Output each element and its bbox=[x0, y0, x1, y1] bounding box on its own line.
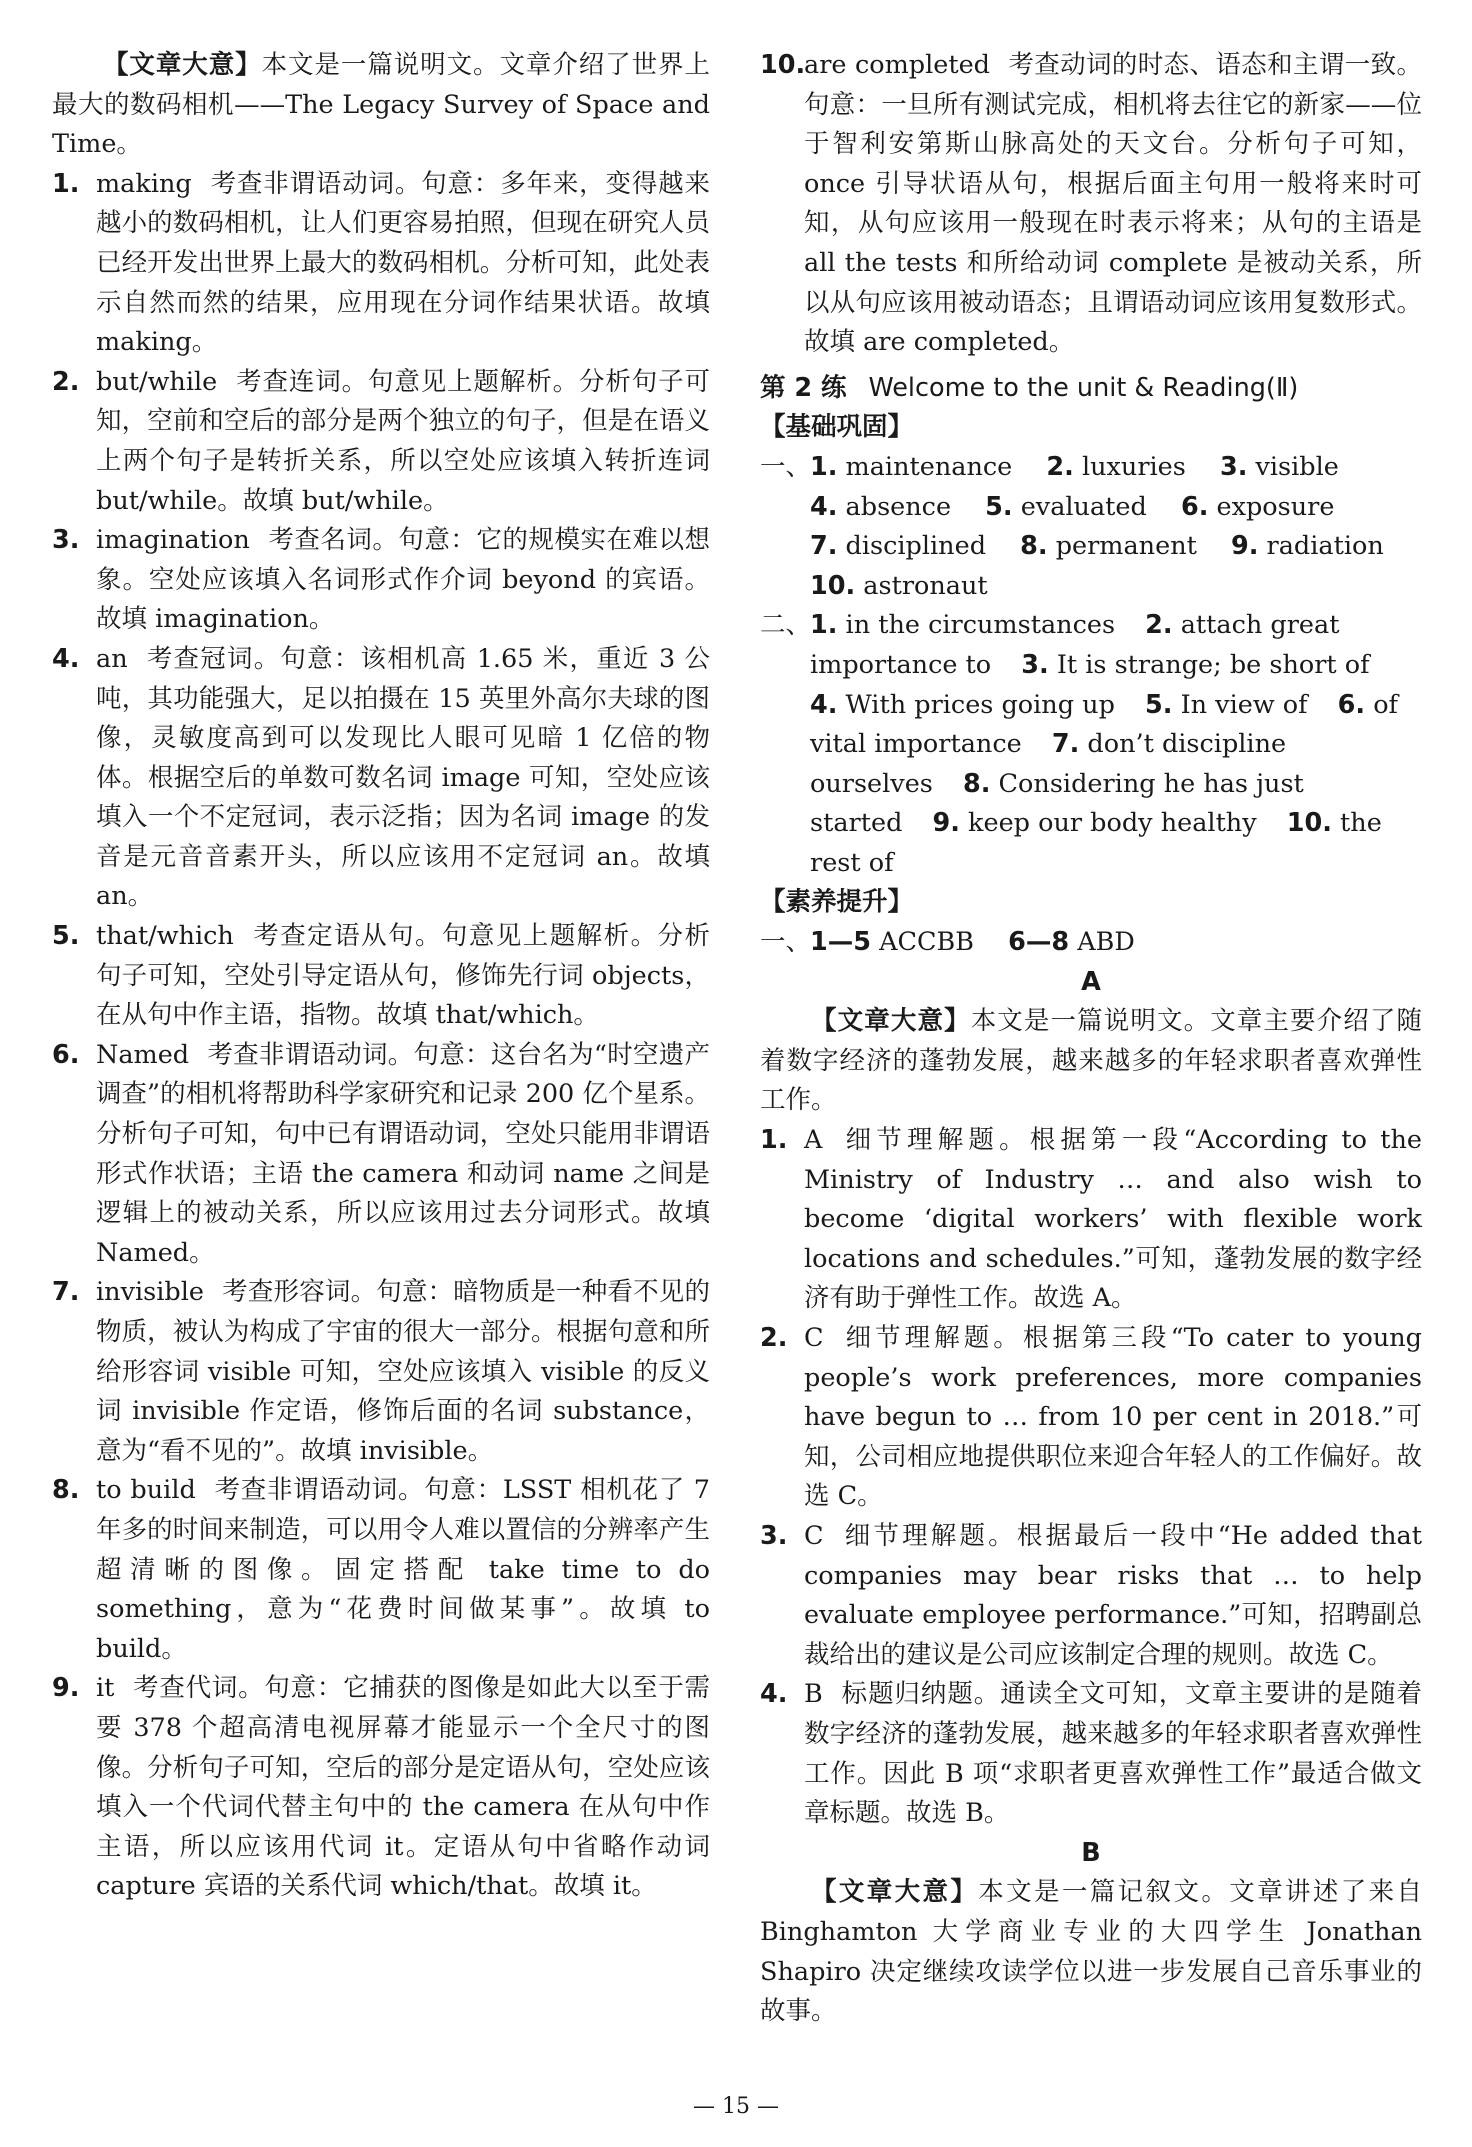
answer-range: 1—5 bbox=[810, 927, 871, 958]
item-number: 1. bbox=[760, 1125, 788, 1156]
answer-item-10 bbox=[760, 46, 1422, 363]
answer-item-4 bbox=[52, 640, 710, 917]
word-answer: 7. disciplined bbox=[810, 531, 987, 562]
item-number: 9. bbox=[52, 1673, 80, 1704]
summary-b-paragraph bbox=[760, 1873, 1422, 2031]
word-answer: 6. exposure bbox=[1180, 491, 1335, 522]
part-label: 二、 bbox=[760, 610, 812, 641]
item-number: 6. bbox=[52, 1039, 80, 1070]
item-number: 4. bbox=[760, 1679, 788, 1710]
phrase-answer: 3. It is strange; be short of bbox=[1021, 649, 1370, 680]
reading-item-2 bbox=[760, 1319, 1422, 1517]
answer-item-8 bbox=[52, 1471, 710, 1669]
item-answer: it bbox=[96, 1673, 115, 1704]
item-number: 2. bbox=[52, 366, 80, 397]
answer-item-9 bbox=[52, 1669, 710, 1907]
answer-item-5 bbox=[52, 917, 710, 1036]
item-explanation: 细节理解题。根据第三段“To cater to young people’s work preferences, more companies have begun to … from 10 per cent in 2018.”可知，公司相应地提供职位来迎合年轻人的工作偏好。故选 C。 bbox=[804, 1323, 1422, 1512]
item-number: 2. bbox=[760, 1323, 788, 1353]
item-explanation: 考查冠词。句意：该相机高 1.65 米，重近 3 公吨，其功能强大，足以拍摄在 15 英里外高尔夫球的图像，灵敏度高到可以发现比人眼可见暗 1 亿倍的物体。根据空后的单数可数名词 image 可知，空处应该填入一个不定冠词，表示泛指；因为名词 image 的发音是元音音素开头，所以应该用不定冠词 an。故填 an。 bbox=[96, 643, 710, 912]
reading-item-1 bbox=[760, 1121, 1422, 1319]
item-explanation: 考查形容词。句意：暗物质是一种看不见的物质，被认为构成了宇宙的很大一部分。根据句意和所给形容词 visible 可知，空处应该填入 visible 的反义词 invisible 作定语，修饰后面的名词 substance，意为“看不见的”。故填 invisible。 bbox=[96, 1277, 710, 1466]
item-answer: making bbox=[96, 168, 192, 199]
phrase-answer: 1. in the circumstances bbox=[810, 610, 1116, 641]
item-explanation: 细节理解题。根据第一段“According to the Ministry of Industry … and also wish to become ‘digital workers’ with flexible work locations and schedules.”可知，蓬勃发展的数字经济有助于弹性工作。故选 A。 bbox=[804, 1125, 1422, 1314]
answer-item-7 bbox=[52, 1273, 710, 1471]
summary-label: 【文章大意】 bbox=[103, 50, 262, 80]
item-number: 10. bbox=[760, 50, 806, 80]
advance-heading: 【素养提升】 bbox=[760, 887, 914, 918]
right-column bbox=[760, 46, 1422, 2032]
item-answer: but/while bbox=[96, 366, 218, 397]
reading-item-3 bbox=[760, 1517, 1422, 1675]
item-explanation: 考查非谓语动词。句意：这台名为“时空遗产调查”的相机将帮助科学家研究和记录 200 亿个星系。分析句子可知，句中已有谓语动词，空处只能用非谓语形式作状语；主语 the camera 和动词 name 之间是逻辑上的被动关系，所以应该用过去分词形式。故填 Named。 bbox=[96, 1039, 710, 1268]
item-explanation: 细节理解题。根据最后一段中“He added that companies may bear risks that … to help evaluate employee performance.”可知，招聘副总裁给出的建议是公司应该制定合理的规则。故选 C。 bbox=[804, 1520, 1422, 1670]
item-explanation: 考查定语从句。句意见上题解析。分析句子可知，空处引导定语从句，修饰先行词 objects，在从句中作主语，指物。故填 that/which。 bbox=[96, 921, 710, 1031]
item-explanation: 考查连词。句意见上题解析。分析句子可知，空前和空后的部分是两个独立的句子，但是在语义上两个句子是转折关系，所以空处应该填入转折连词 but/while。故填 but/while。 bbox=[96, 366, 710, 516]
phrase-answer: 10. the rest of bbox=[810, 808, 1382, 878]
word-answer: 4. absence bbox=[810, 491, 952, 522]
reading-item-4 bbox=[760, 1675, 1422, 1833]
item-answer: A bbox=[804, 1125, 823, 1156]
lesson-label: 第 2 练 bbox=[760, 372, 847, 403]
page-number: — 15 — bbox=[693, 2094, 779, 2119]
summary-paragraph bbox=[52, 46, 710, 165]
word-answer: 3. visible bbox=[1219, 451, 1339, 482]
answer-letters: ACCBB bbox=[879, 927, 975, 958]
item-number: 5. bbox=[52, 921, 80, 952]
section-b-label: B bbox=[1081, 1837, 1101, 1868]
item-explanation: 考查非谓语动词。句意：多年来，变得越来越小的数码相机，让人们更容易拍照，但现在研究人员已经开发出世界上最大的数码相机。分析可知，此处表示自然而然的结果，应用现在分词作结果状语。故填 making。 bbox=[96, 168, 710, 358]
summary-text: 本文是一篇说明文。文章主要介绍了随着数字经济的蓬勃发展，越来越多的年轻求职者喜欢弹性工作。 bbox=[760, 1006, 1422, 1116]
item-number: 3. bbox=[760, 1520, 788, 1551]
answer-range: 6—8 bbox=[1008, 927, 1070, 958]
item-answer: imagination bbox=[96, 525, 250, 556]
item-explanation: 考查非谓语动词。句意：LSST 相机花了 7 年多的时间来制造，可以用令人难以置信的分辨率产生超清晰的图像。固定搭配 take time to do something，意为“花费时间做某事”。故填 to build。 bbox=[96, 1475, 710, 1664]
item-answer: B bbox=[804, 1679, 823, 1710]
answer-item-1 bbox=[52, 165, 710, 363]
word-answer: 5. evaluated bbox=[985, 491, 1147, 522]
item-answer: an bbox=[96, 643, 128, 674]
answer-item-6 bbox=[52, 1036, 710, 1274]
phrase-answers bbox=[760, 606, 1422, 883]
word-answer: 1. maintenance bbox=[810, 451, 1013, 482]
part-label: 一、 bbox=[760, 451, 812, 482]
item-answer: to build bbox=[96, 1475, 196, 1506]
word-answer: 9. radiation bbox=[1230, 531, 1384, 562]
phrase-answer: 2. attach great importance to bbox=[810, 610, 1340, 680]
summary-text: 本文是一篇记叙文。文章讲述了来自 Binghamton 大学商业专业的大四学生 Jonathan Shapiro 决定继续攻读学位以进一步发展自己音乐事业的故事。 bbox=[760, 1877, 1422, 2027]
item-answer: that/which bbox=[96, 921, 234, 952]
phrase-answer: 9. keep our body healthy bbox=[932, 808, 1257, 839]
item-number: 7. bbox=[52, 1277, 80, 1308]
item-answer: are completed bbox=[804, 50, 991, 80]
lesson-title bbox=[760, 369, 1422, 409]
item-number: 4. bbox=[52, 643, 80, 674]
item-number: 1. bbox=[52, 168, 80, 199]
word-answer: 10. astronaut bbox=[810, 570, 988, 601]
phrase-answer: 5. In view of bbox=[1145, 689, 1308, 720]
left-column bbox=[52, 46, 710, 1907]
summary-text: 本文是一篇说明文。文章介绍了世界上最大的数码相机——The Legacy Survey of Space and Time。 bbox=[52, 50, 710, 160]
summary-a-paragraph bbox=[760, 1002, 1422, 1121]
lesson-name: Welcome to the unit & Reading(Ⅱ) bbox=[868, 372, 1299, 403]
item-answer: invisible bbox=[96, 1277, 204, 1308]
item-answer: C bbox=[804, 1323, 824, 1353]
reading-answers bbox=[760, 923, 1422, 963]
part-label: 一、 bbox=[760, 927, 812, 958]
section-a-label: A bbox=[1081, 966, 1101, 997]
summary-label: 【文章大意】 bbox=[811, 1006, 971, 1037]
phrase-answer: 4. With prices going up bbox=[810, 689, 1115, 720]
phrase-answer: 6. of vital importance bbox=[810, 689, 1398, 760]
phrase-answer: 7. don’t discipline ourselves bbox=[810, 729, 1287, 799]
item-answer: Named bbox=[96, 1039, 190, 1070]
item-explanation: 考查动词的时态、语态和主谓一致。句意：一旦所有测试完成，相机将去往它的新家——位于智利安第斯山脉高处的天文台。分析句子可知，once 引导状语从句，根据后面主句用一般将来时可知，从句应该用一般现在时表示将来；从句的主语是 all the tests 和所给动词 complete 是被动关系，所以从句应该用被动语态；且谓语动词应该用复数形式。故填 are completed。 bbox=[804, 50, 1422, 358]
item-number: 3. bbox=[52, 525, 80, 556]
summary-label: 【文章大意】 bbox=[811, 1877, 979, 1908]
item-explanation: 标题归纳题。通读全文可知，文章主要讲的是随着数字经济的蓬勃发展，越来越多的年轻求职者喜欢弹性工作。因此 B 项“求职者更喜欢弹性工作”最适合做文章标题。故选 B。 bbox=[804, 1679, 1422, 1829]
answer-item-3 bbox=[52, 521, 710, 640]
answer-letters: ABD bbox=[1077, 927, 1135, 958]
phrase-answer: 8. Considering he has just started bbox=[810, 768, 1304, 839]
item-explanation: 考查代词。句意：它捕获的图像是如此大以至于需要 378 个超高清电视屏幕才能显示一个全尺寸的图像。分析句子可知，空后的部分是定语从句，空处应该填入一个代词代替主句中的 the camera 在从句中作主语，所以应该用代词 it。定语从句中省略作动词 capture 宾语的关系代词 which/that。故填 it。 bbox=[96, 1673, 710, 1902]
word-answer: 2. luxuries bbox=[1046, 451, 1186, 482]
vocabulary-answers bbox=[760, 448, 1422, 606]
item-explanation: 考查名词。句意：它的规模实在难以想象。空处应该填入名词形式作介词 beyond 的宾语。故填 imagination。 bbox=[96, 525, 710, 635]
answer-item-2 bbox=[52, 363, 710, 521]
basic-heading: 【基础巩固】 bbox=[760, 412, 914, 443]
item-number: 8. bbox=[52, 1475, 80, 1506]
item-answer: C bbox=[804, 1520, 824, 1551]
word-answer: 8. permanent bbox=[1020, 531, 1197, 562]
